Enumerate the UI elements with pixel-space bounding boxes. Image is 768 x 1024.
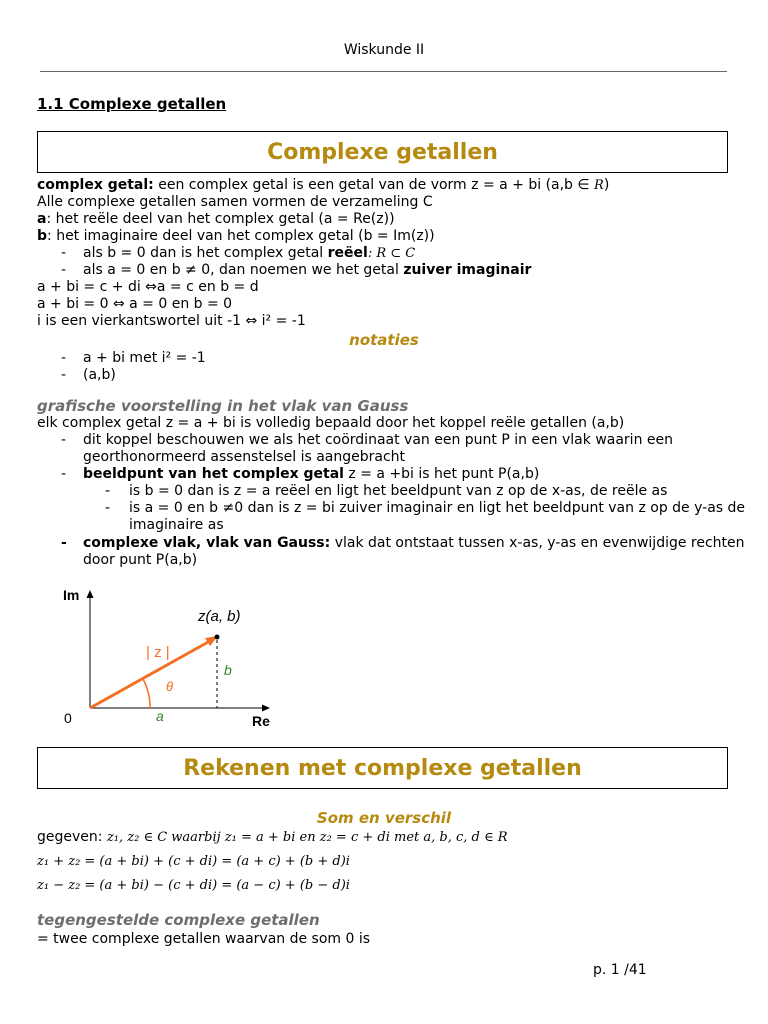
given-prefix: gegeven:: [37, 829, 107, 845]
angle-label: θ: [166, 679, 174, 694]
term-complex-getal: complex getal:: [37, 177, 154, 193]
bullet-dash: -: [61, 432, 67, 448]
som-verschil-heading: Som en verschil: [316, 809, 452, 827]
im-axis-label: Im: [63, 587, 80, 603]
header-divider: [40, 71, 727, 72]
definition-complex-getal: [37, 177, 609, 194]
definition-a: [37, 211, 395, 228]
term-b: b: [37, 228, 48, 244]
section-heading: 1.1 Complexe getallen: [37, 95, 227, 113]
gauss-heading: grafische voorstelling in het vlak van Gauss: [37, 397, 409, 415]
bullet-text: door punt P(a,b): [83, 552, 198, 568]
bullet-dash: -: [61, 350, 67, 366]
term-complexe-vlak: complexe vlak, vlak van Gauss:: [83, 535, 331, 551]
math-subset: : R ⊂ C: [367, 246, 416, 261]
definition-a-text: : het reële deel van het complex getal (a = Re(z)): [46, 211, 395, 227]
definition-text: een complex getal is een getal van de vorm z = a + bi (a,b ∈: [153, 177, 595, 193]
boxed-title-rekenen: Rekenen met complexe getallen: [37, 747, 728, 789]
equality-rule: a + bi = c + di ⇔a = c en b = d: [37, 279, 259, 295]
difference-equation: z₁ − z₂ = (a + bi) − (c + di) = (a − c) + (b − d)i: [37, 878, 350, 893]
bullet-dash: -: [61, 466, 67, 482]
math-R: R: [594, 178, 604, 193]
gauss-plane-diagram: [50, 582, 290, 732]
bullet-text: georthonormeerd assenstelsel is aangebracht: [83, 449, 406, 465]
bullet-text: imaginaire as: [129, 517, 224, 533]
bullet-text: dit koppel beschouwen we als het coördinaat van een punt P in een vlak waarin een: [83, 432, 673, 448]
bullet-dash: -: [105, 483, 111, 499]
a-label: a: [156, 708, 164, 724]
bullet-dash: -: [61, 262, 67, 278]
line-verzameling: Alle complexe getallen samen vormen de verzameling C: [37, 194, 433, 210]
boxed-title-complexe-getallen: Complexe getallen: [37, 131, 728, 173]
page-number: p. 1 /41: [593, 962, 647, 978]
origin-label: 0: [64, 710, 72, 726]
i-definition: i is een vierkantswortel uit -1 ⇔ i² = -1: [37, 313, 306, 329]
bullet-text: als b = 0 dan is het complex getal: [83, 245, 328, 261]
bullet-dash: -: [61, 367, 67, 383]
zero-rule: a + bi = 0 ⇔ a = 0 en b = 0: [37, 296, 233, 312]
angle-arc: [143, 679, 150, 708]
point-label: z(a, b): [198, 608, 241, 625]
bullet-text: als a = 0 en b ≠ 0, dan noemen we het getal: [83, 262, 404, 278]
x-axis-arrow-icon: [262, 705, 270, 712]
definition-b: [37, 228, 435, 245]
point-z: [215, 635, 220, 640]
bullet-text: vlak dat ontstaat tussen x-as, y-as en evenwijdige rechten: [330, 535, 745, 551]
modulus-label: | z |: [146, 644, 170, 661]
bullet-text: z = a +bi is het punt P(a,b): [343, 466, 540, 482]
definition-b-text: : het imaginaire deel van het complex getal (b = Im(z)): [47, 228, 435, 244]
gauss-intro: elk complex getal z = a + bi is volledig bepaald door het koppel reële getallen (a,b): [37, 415, 625, 431]
bullet-dash: -: [61, 535, 67, 551]
bullet-text: is b = 0 dan is z = a reëel en ligt het beeldpunt van z op de x-as, de reële as: [129, 483, 668, 499]
given-line: [37, 829, 508, 846]
term-zuiver-imaginair: zuiver imaginair: [403, 262, 532, 278]
bullet-dash: -: [105, 500, 111, 516]
term-reeel: reëel: [327, 245, 368, 261]
notatie-text: a + bi met i² = -1: [83, 350, 206, 366]
tegengestelde-definition: = twee complexe getallen waarvan de som 0 is: [37, 931, 371, 947]
bullet-dash: -: [61, 245, 67, 261]
definition-end: ): [603, 177, 610, 193]
y-axis-arrow-icon: [87, 590, 94, 598]
notaties-heading: notaties: [349, 331, 419, 349]
term-a: a: [37, 211, 47, 227]
tegengestelde-heading: tegengestelde complexe getallen: [37, 911, 320, 929]
term-beeldpunt: beeldpunt van het complex getal: [83, 466, 344, 482]
sum-equation: z₁ + z₂ = (a + bi) + (c + di) = (a + c) + (b + d)i: [37, 854, 350, 869]
notatie-text: (a,b): [83, 367, 116, 383]
bullet-text: is a = 0 en b ≠0 dan is z = bi zuiver imaginair en ligt het beeldpunt van z op de y-as de: [129, 500, 746, 516]
re-axis-label: Re: [252, 713, 270, 729]
document-header-title: Wiskunde II: [343, 42, 425, 58]
given-math: z₁, z₂ ∈ C waarbij z₁ = a + bi en z₂ = c + di met a, b, c, d ∈ R: [106, 830, 508, 845]
b-label: b: [224, 662, 232, 678]
